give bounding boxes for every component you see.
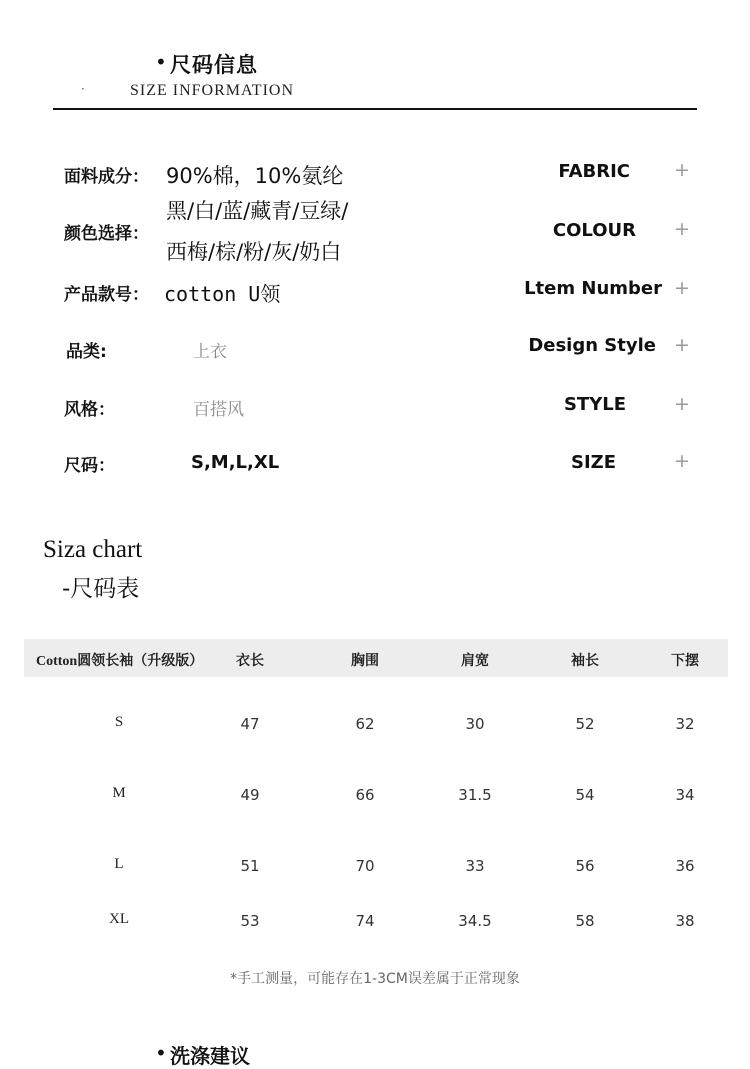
table-cell: 62 — [355, 715, 375, 733]
table-cell: 38 — [675, 912, 695, 930]
fabric-label: 面料成分： — [64, 167, 149, 187]
item-number-expand-button[interactable]: + — [674, 277, 690, 299]
fabric-en-label: FABRIC — [558, 161, 630, 182]
category-label: 品类: — [66, 342, 107, 362]
measurement-note: *手工测量，可能存在1-3CM误差属于正常现象 — [230, 971, 520, 987]
table-cell: 51 — [240, 857, 260, 875]
table-header-shoulder: 肩宽 — [461, 653, 489, 669]
category-value: 上衣 — [193, 342, 227, 362]
colour-en-label: COLOUR — [552, 220, 636, 241]
table-cell: 70 — [355, 857, 375, 875]
table-cell: 66 — [355, 786, 375, 804]
table-cell: 52 — [575, 715, 595, 733]
table-header-product: Cotton圆领长袖（升级版） — [36, 654, 204, 669]
style-expand-button[interactable]: + — [674, 393, 690, 415]
fabric-value: 90%棉，10%氨纶 — [166, 164, 344, 188]
washing-section-title: 洗涤建议 — [170, 1044, 250, 1068]
table-header-sleeve: 袖长 — [571, 653, 599, 669]
table-header-length: 衣长 — [236, 653, 264, 669]
section-subtitle: SIZE INFORMATION — [130, 82, 294, 99]
table-cell: 34 — [675, 786, 695, 804]
table-cell: 56 — [575, 857, 595, 875]
table-cell-size: L — [114, 856, 124, 872]
size-expand-button[interactable]: + — [674, 450, 690, 472]
table-cell: 53 — [240, 912, 260, 930]
style-label: 风格： — [64, 400, 115, 420]
table-cell: 49 — [240, 786, 260, 804]
table-cell: 74 — [355, 912, 375, 930]
colour-value-line2: 西梅/棕/粉/灰/奶白 — [166, 240, 342, 264]
size-chart-subtitle: -尺码表 — [62, 576, 140, 602]
table-cell: 54 — [575, 786, 595, 804]
item-number-value: cotton U领 — [164, 282, 281, 306]
table-cell: 31.5 — [458, 786, 492, 804]
header-bullet: • — [155, 50, 167, 74]
style-value: 百搭风 — [193, 400, 244, 420]
size-value: S,M,L,XL — [191, 452, 280, 473]
size-label: 尺码： — [64, 456, 115, 476]
colour-value-line1: 黑/白/蓝/藏青/豆绿/ — [166, 199, 349, 223]
table-cell: 30 — [465, 715, 485, 733]
table-cell-size: S — [114, 714, 124, 730]
item-number-label: 产品款号： — [64, 285, 149, 305]
design-style-en-label: Design Style — [528, 335, 656, 356]
size-chart-title: Siza chart — [43, 536, 143, 563]
table-cell: 33 — [465, 857, 485, 875]
style-en-label: STYLE — [563, 394, 626, 415]
item-number-en-label: Ltem Number — [524, 278, 662, 299]
table-cell: 34.5 — [458, 912, 492, 930]
colour-expand-button[interactable]: + — [674, 218, 690, 240]
footer-bullet: • — [155, 1041, 167, 1065]
header-small-dot: · — [81, 82, 85, 96]
table-cell: 47 — [240, 715, 260, 733]
colour-label: 颜色选择： — [64, 224, 149, 244]
table-header-hem: 下摆 — [671, 653, 699, 669]
table-cell: 58 — [575, 912, 595, 930]
size-en-label: SIZE — [570, 452, 616, 473]
table-header-chest: 胸围 — [351, 653, 379, 669]
table-cell: 36 — [675, 857, 695, 875]
table-cell: 32 — [675, 715, 695, 733]
table-cell-size: XL — [109, 911, 129, 927]
category-expand-button[interactable]: + — [674, 334, 690, 356]
fabric-expand-button[interactable]: + — [674, 159, 690, 181]
table-cell-size: M — [112, 785, 126, 801]
section-title: 尺码信息 — [170, 53, 258, 77]
header-divider — [53, 108, 697, 110]
